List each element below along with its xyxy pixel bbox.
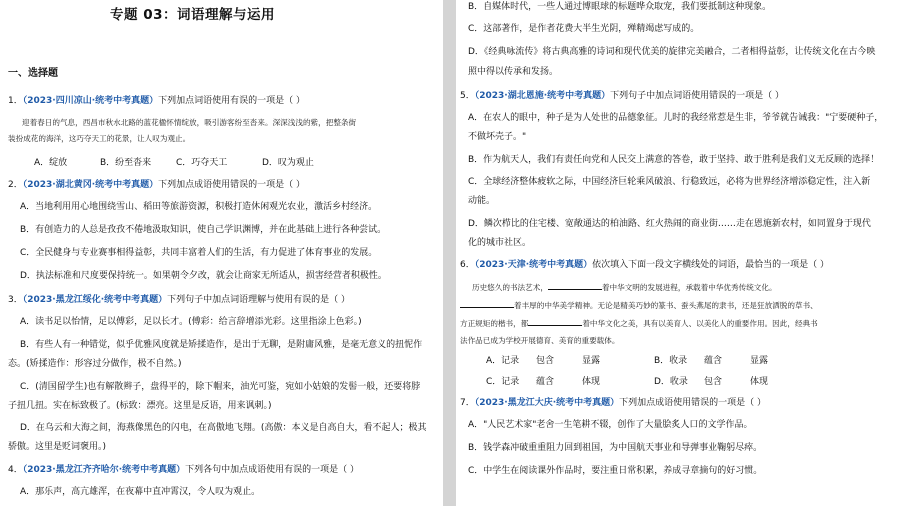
page-gap <box>443 0 456 506</box>
question-number: 7． <box>460 398 475 408</box>
question-stem: 下列加点成语使用错误的一项是（ ） <box>619 398 766 408</box>
option-b: B．作为航天人，我们有责任向党和人民交上满意的答卷，敢于坚持、敢于胜利是我们义无反顾的选择！ <box>468 155 880 165</box>
question-1-header <box>8 95 305 107</box>
passage-line: 方正规矩的楷书，都 着中华文化之美，具有以美育人、以美化人的重要作用。因此，经典书 <box>460 319 818 328</box>
option-b-word: B．收录 <box>654 356 688 366</box>
option-c: C．全球经济整体疲软之际，中国经济巨轮乘风破浪、行稳致远，必将为世界经济增添稳定性，注入新 <box>468 177 871 187</box>
question-source-link[interactable]: （2023·黑龙江绥化·统考中考真题） <box>22 295 168 305</box>
option-c: C．巧夺天工 <box>176 158 228 168</box>
right-page <box>456 0 900 506</box>
option-d: D．鳞次栉比的住宅楼、宽敞通达的柏油路、红火热闹的商业街……走在恩施新农村，如同置身于现代 <box>468 219 871 229</box>
option-c-word: 体现 <box>582 377 601 387</box>
question-source-link[interactable]: （2023·四川凉山·统考中考真题） <box>22 96 159 106</box>
option-a: A．绽放 <box>34 158 68 168</box>
option-d-continued: 化的城市社区。 <box>468 238 532 248</box>
option-c-word: 蕴含 <box>536 377 555 387</box>
question-stem: 下列加点词语使用有误的一项是（ ） <box>158 96 305 106</box>
option-d: D．《经典咏流传》将古典高雅的诗词和现代优美的旋律完美融合，二者相得益彰，让传统文化在古今映 <box>468 47 876 57</box>
option-c: C．中学生在阅读课外作品时，要注重日常积累，养成寻章摘句的好习惯。 <box>468 466 763 476</box>
question-source-link[interactable]: （2023·湖北恩施·统考中考真题） <box>474 91 611 101</box>
option-c: C．这部著作，是作者花费大半生光阴，殚精竭虑写成的。 <box>468 24 700 34</box>
option-d: D．叹为观止 <box>262 158 314 168</box>
question-number: 4． <box>8 465 23 475</box>
question-6-header <box>460 259 829 271</box>
question-number: 3． <box>8 295 23 305</box>
option-d-word: 体现 <box>750 377 769 387</box>
option-d: D．执法标准和尺度要保持统一。如果朝令夕改，就会让商家无所适从，损害经营者积极性。 <box>20 271 387 281</box>
option-a: A．读书足以怡情，足以傅彩，足以长才。(傅彩：给言辞增添光彩。这里指涂上色彩。) <box>20 317 362 327</box>
option-c: C．(清国留学生)也有解散辫子，盘得平的，除下帽来，油光可鉴，宛如小姑娘的发髻一般，还要将脖 <box>20 382 421 392</box>
question-number: 6． <box>460 260 475 270</box>
option-d-continued: 骄傲。这里是贬词褒用。) <box>8 442 107 452</box>
question-source-link[interactable]: （2023·黑龙江齐齐哈尔·统考中考真题） <box>22 465 186 475</box>
question-7-header <box>460 397 766 409</box>
option-b-word: 蕴含 <box>704 356 723 366</box>
option-c-continued: 子扭几扭。实在标致极了。(标致：漂亮。这里是反语，用来讽刺。) <box>8 401 272 411</box>
question-source-link[interactable]: （2023·黑龙江大庆·统考中考真题） <box>474 398 620 408</box>
passage-line: 法作品已成为学校开展德育、美育的重要载体。 <box>460 336 620 345</box>
option-a-word: 包含 <box>536 356 555 366</box>
fill-blank <box>528 317 582 326</box>
option-d: D．在乌云和大海之间，海燕像黑色的闪电，在高傲地飞翔。(高傲：本义是自高自大，看不起人；极其 <box>20 423 427 433</box>
options-row <box>486 355 796 367</box>
question-1-passage-line: 迎着春日的气息，西昌市秋水北路的蓝花楹怀情绽放，吸引游客纷至沓来。深深浅浅的紫，把整条街 <box>22 118 357 127</box>
question-number: 5． <box>460 91 475 101</box>
option-c-continued: 动能。 <box>468 196 496 206</box>
page-title: 专题 03：词语理解与运用 <box>110 7 275 23</box>
question-stem: 下列加点成语使用错误的一项是（ ） <box>158 180 305 190</box>
question-stem: 下列句子中加点词语使用错误的一项是（ ） <box>610 91 784 101</box>
options-row <box>486 376 796 388</box>
option-a: A．当地利用用心地围绕雪山、稻田等旅游资源，积极打造休闲观光农业，激活乡村经济。 <box>20 202 378 212</box>
question-stem: 依次填入下面一段文字横线处的词语，最恰当的一项是（ ） <box>592 260 829 270</box>
option-b: B．有创造力的人总是孜孜不倦地汲取知识，使自己学识渊博，并在此基础上进行各种尝试。 <box>20 225 387 235</box>
passage-line: 历史悠久的书法艺术， 着中华文明的发展进程，承载着中华优秀传统文化。 <box>472 283 777 292</box>
option-a-continued: 不做坏壳子。" <box>468 132 527 142</box>
option-d-continued: 照中得以传承和发扬。 <box>468 67 559 77</box>
option-c: C．全民健身与专业赛事相得益彰，共同丰富着人们的生活，有力促进了体育事业的发展。 <box>20 248 378 258</box>
option-b: B．自媒体时代，一些人通过博眼球的标题哗众取宠，我们要抵制这种现象。 <box>468 2 772 12</box>
question-4-header <box>8 464 359 476</box>
passage-line: 着丰厚的中华美学精神。无论是精美巧妙的篆书、蚕头燕尾的隶书，还是狂放洒脱的草书、 <box>460 299 818 312</box>
option-b-continued: 态。(矫揉造作：形容过分做作，极不自然。) <box>8 359 182 369</box>
option-b: B．有些人有一种错觉，似乎优雅风度就是矫揉造作，是出于无聊，是附庸风雅，是毫无意义的扭怩作 <box>20 340 423 350</box>
question-2-header <box>8 179 305 191</box>
question-source-link[interactable]: （2023·天津·统考中考真题） <box>474 260 593 270</box>
option-b: B．钱学森冲破重重阻力回到祖国，为中国航天事业和导弹事业鞠躬尽瘁。 <box>468 443 763 453</box>
question-5-header <box>460 90 784 102</box>
option-a: A．"人民艺术家"老舍一生笔耕不辍，创作了大量脍炙人口的文学作品。 <box>468 420 753 430</box>
question-1-options <box>34 157 314 169</box>
question-number: 1． <box>8 96 23 106</box>
question-number: 2． <box>8 180 23 190</box>
option-a-word: A．记录 <box>486 356 520 366</box>
option-a-word: 显露 <box>582 356 601 366</box>
option-a: A．在农人的眼中，种子是为人处世的品德象征。儿时的我经常惹是生非，爷爷就告诫我："宁要硬种子， <box>468 113 884 123</box>
fill-blank <box>548 281 602 290</box>
question-stem: 下列各句中加点成语使用有误的一项是（ ） <box>185 465 359 475</box>
question-source-link[interactable]: （2023·湖北黄冈·统考中考真题） <box>22 180 159 190</box>
left-page <box>0 0 443 506</box>
option-c-word: C．记录 <box>486 377 520 387</box>
option-b: B．纷至沓来 <box>100 158 152 168</box>
option-b-word: 显露 <box>750 356 769 366</box>
fill-blank <box>460 299 514 308</box>
question-1-passage-line: 装扮成花的海洋，这巧夺天工的花景，让人叹为观止。 <box>8 134 191 143</box>
option-d-word: 包含 <box>704 377 723 387</box>
option-a: A．那乐声，高亢雄浑，在夜幕中直冲霄汉，令人叹为观止。 <box>20 487 261 497</box>
question-3-header <box>8 294 350 306</box>
section-heading: 一、选择题 <box>8 68 58 79</box>
question-stem: 下列句子中加点词语理解与使用有误的是（ ） <box>167 295 350 305</box>
option-d-word: D．收录 <box>654 377 688 387</box>
